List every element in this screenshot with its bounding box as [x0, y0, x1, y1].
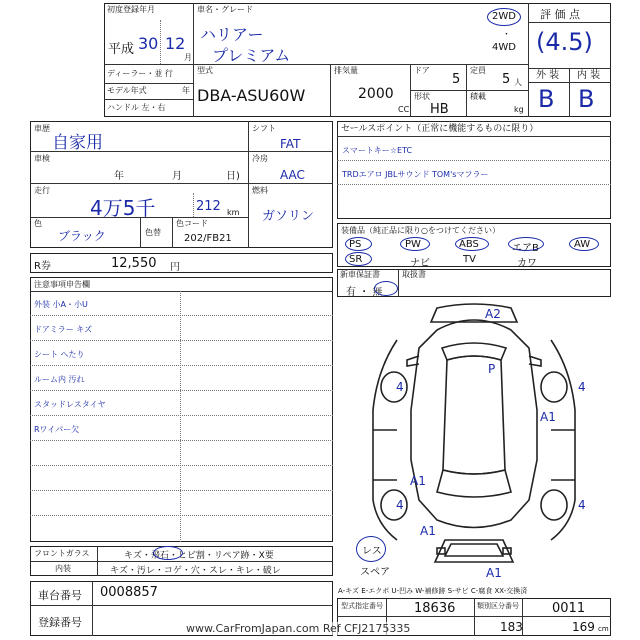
- length: 183: [500, 620, 523, 634]
- color-change-label: 色替: [145, 228, 161, 237]
- equip-tv: TV: [463, 254, 476, 265]
- displacement-label: 排気量: [334, 66, 358, 75]
- warranty-no-circle: [374, 281, 398, 296]
- door-label: ドア: [414, 66, 430, 75]
- shift-value: FAT: [280, 137, 301, 151]
- mark-tire-fl: 4: [396, 380, 404, 394]
- fuel-value: ガソリン: [262, 209, 315, 224]
- equip-abs-circle: [455, 237, 489, 251]
- capacity: 5: [502, 72, 511, 87]
- sales-line-2: TRDエアロ JBLサウンド TOM'sマフラー: [342, 170, 489, 179]
- mark-roof: P: [488, 362, 496, 376]
- type-value: DBA-ASU60W: [197, 86, 306, 105]
- vehicle-no-label: 車台番号: [38, 589, 82, 602]
- equip-aw: AW: [574, 239, 591, 250]
- model-year-label: モデル年式: [107, 86, 147, 95]
- mileage-unit: km: [227, 208, 240, 217]
- note-line-2: ドアミラー キズ: [34, 325, 93, 334]
- interior-row-label: 内装: [55, 564, 71, 573]
- era: 平成: [108, 42, 135, 57]
- drive-4wd: 4WD: [492, 42, 516, 53]
- ac-label: 冷房: [252, 154, 268, 163]
- interior-label: 内 装: [577, 70, 601, 81]
- mark-rear: A1: [486, 566, 502, 580]
- use-value: 自家用: [52, 133, 103, 153]
- car-name-label: 車名・グレード: [197, 5, 253, 14]
- load-label: 積載: [470, 92, 486, 101]
- warranty-options: 有 ・ 無: [346, 287, 383, 298]
- recycle-value: 12,550: [111, 256, 157, 271]
- equip-ps: PS: [349, 239, 362, 250]
- rating: (4.5): [536, 28, 593, 56]
- capacity-unit: 人: [514, 78, 522, 87]
- mark-tire-rr: 4: [578, 498, 586, 512]
- mark-front: A2: [485, 307, 501, 321]
- yen-unit: 円: [170, 262, 180, 273]
- displacement: 2000: [358, 86, 394, 102]
- category: 0011: [552, 601, 586, 616]
- reg-no-label: 登録番号: [38, 616, 82, 629]
- front-glass-circle: [153, 546, 183, 560]
- equip-navi: ナビ: [410, 258, 430, 269]
- manual-label: 取扱書: [402, 270, 426, 279]
- inspection-label: 車検: [34, 154, 50, 163]
- recycle-box: [30, 253, 333, 273]
- category-label: 類別区分番号: [477, 602, 519, 610]
- legend: A-キズ E-エクボ U-凹み W-補修跡 S-サビ C-腐食 XX-交換済: [338, 587, 528, 595]
- color-code-label: 色コード: [176, 219, 208, 228]
- vehicle-no-value: 0008857: [100, 585, 158, 600]
- warranty-label: 新車保証書: [340, 270, 380, 279]
- grade: プレミアム: [212, 46, 291, 65]
- front-glass-label: フロントガラス: [34, 549, 90, 558]
- spare-label: スペア: [360, 567, 390, 578]
- equip-abs: ABS: [459, 239, 479, 250]
- equip-pw-circle: [400, 237, 430, 251]
- interior-row-value: キズ・汚レ・コゲ・穴・スレ・キレ・破レ: [110, 566, 281, 576]
- mark-tire-rl: 4: [396, 498, 404, 512]
- spare-less: レス: [362, 546, 382, 557]
- front-glass-value: キズ・飛石・ヒビ割・リペア跡・X要: [124, 551, 274, 561]
- ins-month: 月: [172, 171, 182, 182]
- note-line-3: シート へたり: [34, 350, 85, 359]
- watermark: www.CarFromJapan.com Ref CFJ2175335: [186, 622, 411, 635]
- ins-year: 年: [114, 171, 124, 182]
- color-label: 色: [34, 219, 42, 228]
- equip-sr: SR: [349, 254, 363, 265]
- model-year-unit: 年: [182, 86, 190, 95]
- equip-airbag-circle: [508, 237, 544, 251]
- type-label: 型式: [197, 66, 213, 75]
- equip-ps-circle: [345, 237, 372, 251]
- note-line-6: Rワイパー欠: [34, 425, 80, 434]
- ac-value: AAC: [280, 168, 305, 182]
- ins-day: 日): [226, 171, 240, 182]
- equip-leather: カワ: [517, 258, 537, 269]
- note-line-1: 外装 小A・小U: [34, 300, 88, 309]
- drive-2wd: 2WD: [492, 11, 516, 22]
- equip-sr-circle: [345, 252, 372, 266]
- equipment-label: 装備品（純正品に限り○をつけてください）: [341, 226, 500, 235]
- car-name: ハリアー: [200, 25, 264, 44]
- mileage-value: 4万5千: [90, 196, 156, 220]
- exterior-label: 外 装: [536, 70, 560, 81]
- equip-pw: PW: [405, 239, 421, 250]
- mark-left-side: A1: [410, 474, 426, 488]
- reg-year: 30: [138, 34, 159, 53]
- sales-point-label: セールスポイント（正常に機能するものに限り）: [341, 124, 539, 134]
- width: 169: [572, 620, 595, 634]
- mileage-extra: 212: [196, 199, 221, 214]
- sales-line-1: スマートキー☆ETC: [342, 146, 413, 155]
- month-unit: 月: [184, 53, 192, 62]
- shape-label: 形状: [414, 92, 430, 101]
- cc-unit: CC: [398, 105, 410, 114]
- note-line-4: ルーム内 汚れ: [34, 375, 85, 384]
- fuel-label: 燃料: [252, 186, 268, 195]
- color-code: 202/FB21: [184, 233, 232, 244]
- shift-label: シフト: [252, 124, 276, 133]
- use-label: 車歴: [34, 124, 50, 133]
- dealer-label: ディーラー・並 行: [107, 69, 173, 78]
- mark-tire-fr: 4: [578, 380, 586, 394]
- equip-airbag: エアB: [512, 243, 539, 254]
- cm-unit: cm: [598, 625, 609, 633]
- recycle-label: R券: [34, 261, 51, 272]
- doors: 5: [452, 72, 461, 87]
- mark-right-side: A1: [540, 410, 556, 424]
- first-reg-label: 初度登録年月: [107, 5, 155, 14]
- exterior-grade: B: [538, 85, 555, 113]
- type-designation: 18636: [414, 601, 456, 616]
- equip-aw-circle: [569, 237, 599, 251]
- rating-label: 評 価 点: [540, 8, 580, 21]
- color-value: ブラック: [58, 229, 106, 243]
- shape: HB: [430, 102, 449, 117]
- note-line-5: スタッドレスタイヤ: [34, 400, 106, 409]
- type-designation-label: 型式指定番号: [341, 602, 383, 610]
- mileage-label: 走行: [34, 186, 50, 195]
- interior-grade: B: [578, 85, 595, 113]
- reg-month: 12: [165, 34, 186, 53]
- handle-label: ハンドル 左・右: [107, 103, 166, 112]
- capacity-label: 定員: [470, 66, 486, 75]
- notes-label: 注意事項申告欄: [34, 280, 90, 289]
- kg-unit: kg: [514, 105, 524, 114]
- mark-rear-left: A1: [420, 524, 436, 538]
